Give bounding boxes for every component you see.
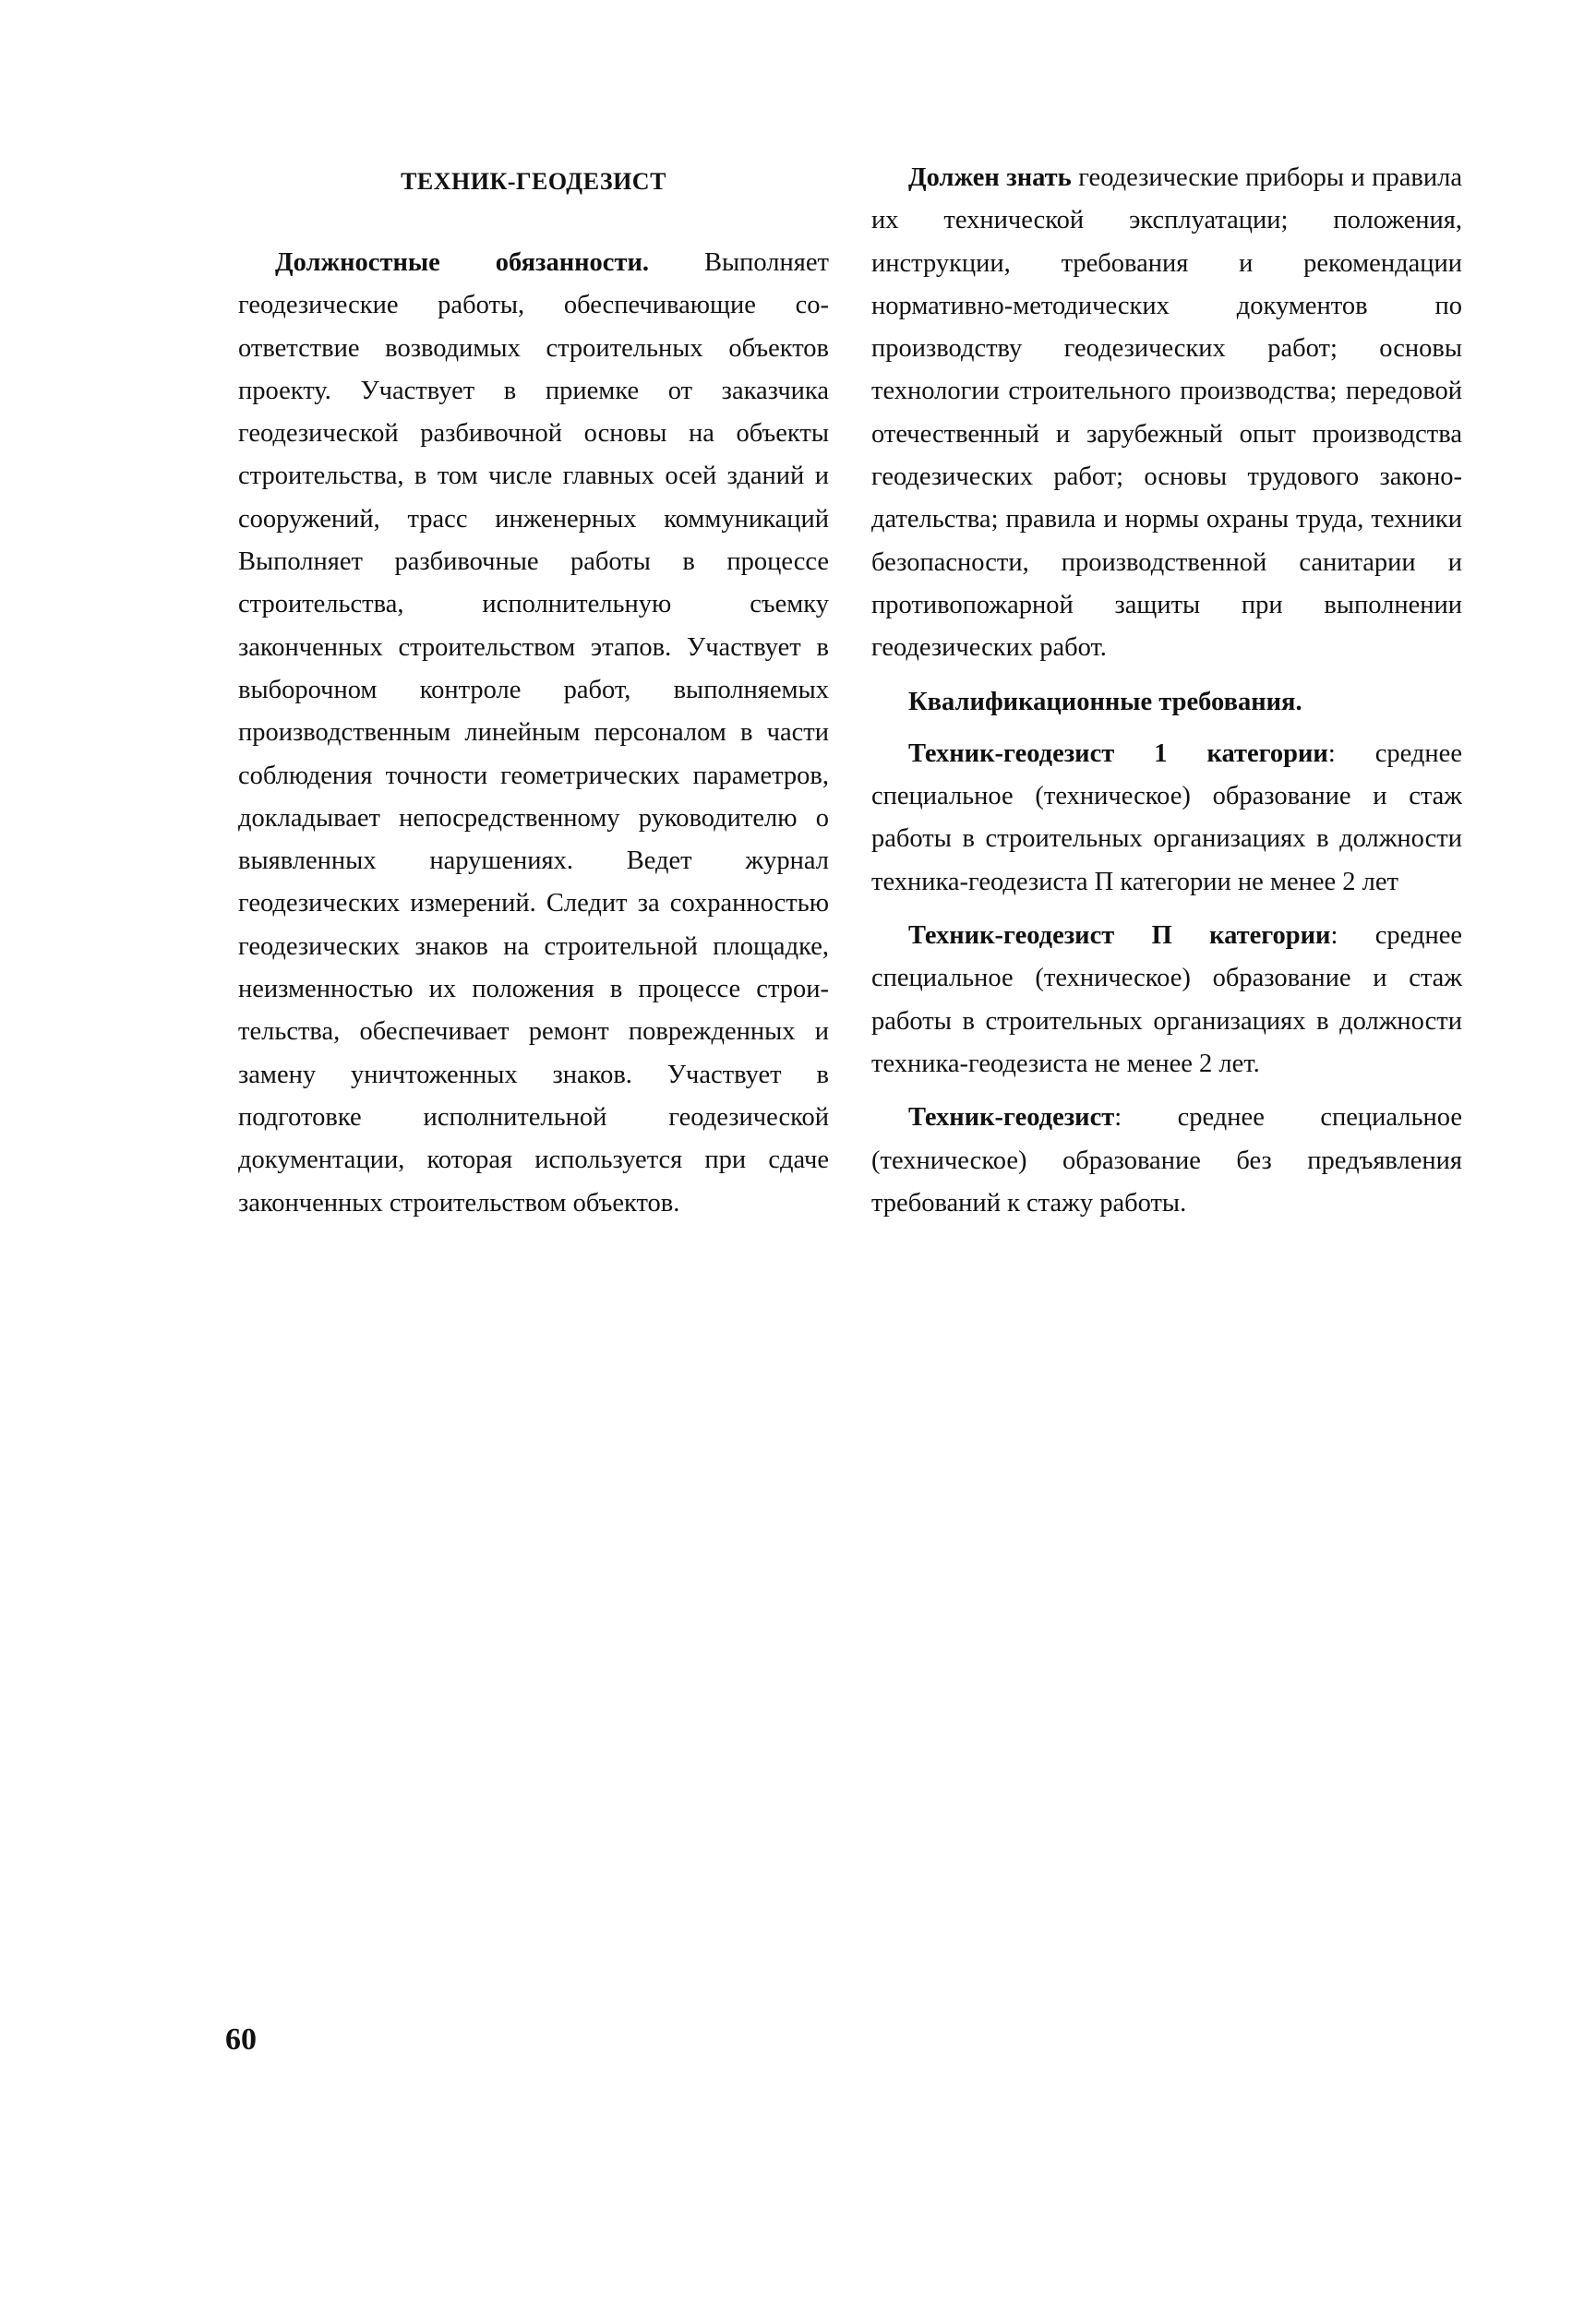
qualification-heading: Квалификационные требования.	[908, 687, 1302, 716]
knowledge-paragraph	[871, 157, 1462, 670]
document-title: ТЕХНИК-ГЕОДЕЗИСТ	[401, 168, 666, 195]
duties-text: Выполняет геодезические работы, обеспечивающие соответствие возводимых строительных объектов проекту. Участвует в приемке от заказчика геодезической разбивочной основы на объекты строительства, в том числе главных осей зданий и сооружений, трасс инженерных коммуникаций Выполняет разбивочные работы в процессе строительства, исполнительную съемку законченных строительством этапов. Участвует в выборочном контроле работ, выполняемых производственным линейным персоналом в части соблюдения точности геометрических параметров, докладывает непосредственному руководителю о выявленных нарушениях. Ведет журнал геодезических измерений. Следит за сохранностью геодезических знаков на строительной площадке, неизменностью их положения в процессе строительства, обеспечивает ремонт поврежденных и замену уничтоженных знаков. Участвует в подготовке исполнительной геодезической документации, которая используется при сдаче законченных строительством объектов.	[238, 248, 829, 1218]
right-column	[871, 157, 1462, 1236]
category-2-paragraph	[871, 915, 1462, 1086]
page-number: 60	[225, 2022, 257, 2057]
knowledge-label: Должен знать	[908, 163, 1072, 192]
category-1-label: Техник-геодезист 1 категории	[908, 738, 1328, 768]
left-column	[238, 157, 829, 1225]
knowledge-text: геодезические приборы и правила их технической эксплуатации; положения, инструкции, требования и рекомендации нормативно-методических документов по производству геодезических работ; основы технологии строительного производства; передовой отечественный и зарубежный опыт производства геодезических работ; основы трудового законодательства; правила и нормы охраны труда, техники безопасности, производственной санитарии и противопожарной защиты при выполнении геодезических работ.	[871, 163, 1462, 663]
duties-label: Должностные обязанности.	[275, 248, 649, 277]
category-1-paragraph	[871, 733, 1462, 904]
base-category-paragraph	[871, 1097, 1462, 1225]
category-1-text: : среднее специальное (техническое) образование и стаж работы в строительных организациях в должности техника-геодезиста П категории не менее 2 лет	[871, 738, 1462, 896]
base-category-text: : среднее специальное (техническое) образование без предъявления требований к стажу работы.	[871, 1103, 1462, 1218]
base-category-label: Техник-геодезист	[908, 1103, 1115, 1133]
duties-paragraph	[238, 242, 829, 1225]
category-2-text: : среднее специальное (техническое) образование и стаж работы в строительных организациях в должности техника-геодезиста не менее 2 лет.	[871, 921, 1462, 1078]
category-2-label: Техник-геодезист П категории	[908, 921, 1331, 951]
